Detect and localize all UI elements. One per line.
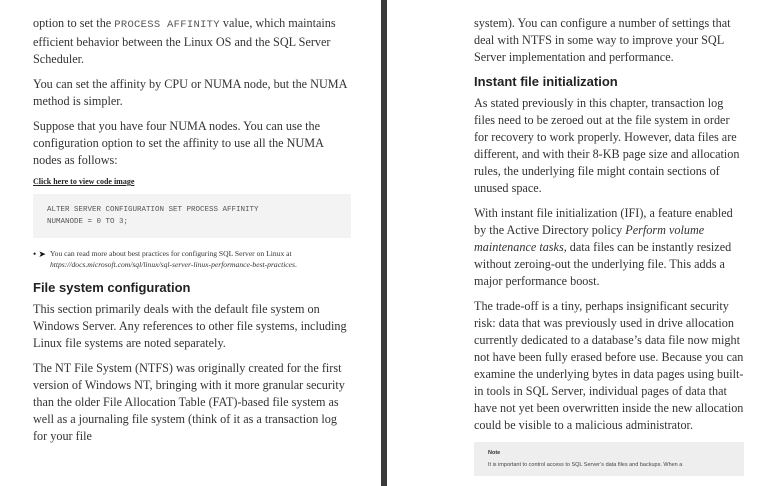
paragraph: system). You can configure a number of settings that deal with NTFS in some way to improve your SQL Server implementation and performance.	[474, 16, 731, 64]
left-page	[0, 0, 380, 486]
paragraph: This section primarily deals with the default file system on Windows Server. Any references to other file systems, including Linux file systems are noted separately.	[33, 302, 347, 350]
paragraph: option to set the PROCESS AFFINITY value, which maintains efficient behavior between the Linux OS and the SQL Server Scheduler.	[33, 16, 336, 66]
bullet-arrow-icon: • ➤	[33, 249, 46, 259]
bullet-text: You can read more about best practices for configuring SQL Server on Linux at https://docs.microsoft.com/sql/linux/sql-server-linux-performance-best-practices.	[49, 249, 297, 269]
code-line: ALTER SERVER CONFIGURATION SET PROCESS AFFINITY	[47, 206, 259, 214]
note-text: It is important to control access to SQL Server’s data files and backups. When a	[488, 462, 683, 468]
best-practices-link[interactable]: https://docs.microsoft.com/sql/linux/sql-server-linux-performance-best-practices	[49, 260, 296, 269]
left-page-content	[33, 15, 351, 453]
inline-code: PROCESS AFFINITY	[114, 19, 220, 31]
note-title: Note	[488, 450, 501, 456]
code-line: NUMANODE = 0 TO 3;	[47, 218, 129, 226]
view-code-image-link[interactable]: Click here to view code image	[33, 177, 135, 186]
right-page-content	[474, 15, 744, 476]
bullet-item	[33, 248, 351, 270]
paragraph: The NT File System (NTFS) was originally created for the first version of Windows NT, bringing with it more granular security than the older File Allocation Table (FAT)-based file system as well as a journaling file system (think of it as a transaction log for your file	[33, 361, 345, 443]
section-heading: File system configuration	[33, 280, 191, 295]
paragraph: You can set the affinity by CPU or NUMA node, but the NUMA method is simpler.	[33, 77, 347, 108]
paragraph: As stated previously in this chapter, transaction log files need to be zeroed out at the file system in order for recovery to work properly. However, data files are different, and with their 8-KB page size and allocation rules, the underlying file might contain sections of unused space.	[474, 96, 740, 195]
paragraph: With instant file initialization (IFI), a feature enabled by the Active Directory policy Perform volume maintenance tasks, data files can be instantly resized without zeroing-out the underlying file. This adds a major performance boost.	[474, 206, 733, 288]
code-block	[33, 194, 351, 238]
section-heading: Instant file initialization	[474, 74, 618, 89]
paragraph: Suppose that you have four NUMA nodes. You can use the configuration option to set the affinity to use all the NUMA nodes as follows:	[33, 119, 324, 167]
right-page	[388, 0, 768, 486]
note-box	[474, 442, 744, 476]
paragraph: The trade-off is a tiny, perhaps insignificant security risk: data that was previously used in drive allocation currently dedicated to a database’s data file now might not have been fully erased before use. Because you can examine the underlying bytes in data pages using built-in tools in SQL Server, individual pages of data that have not yet been overwritten inside the new allocation could be visible to a malicious administrator.	[474, 299, 744, 432]
page-divider	[381, 0, 387, 486]
